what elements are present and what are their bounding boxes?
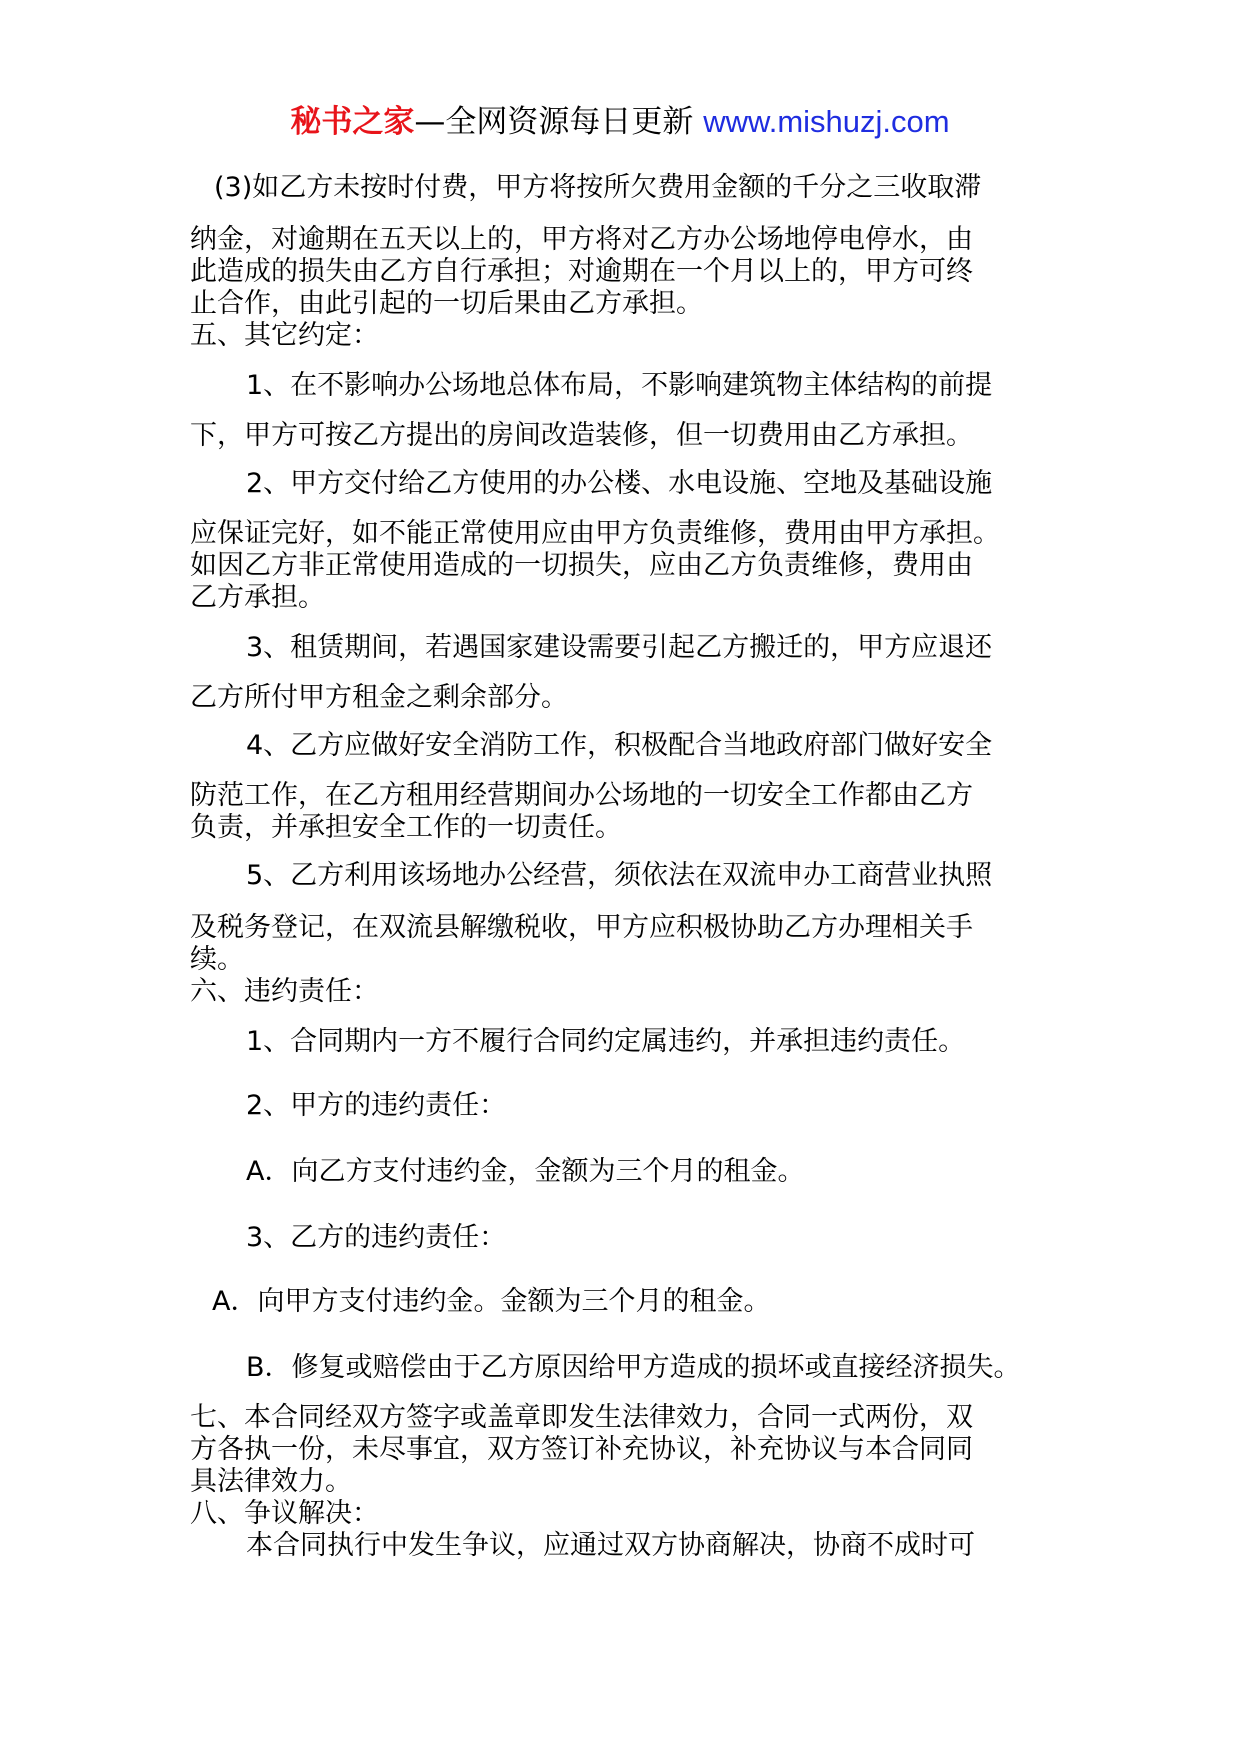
body-line: 乙方所付甲方租金之剩余部分。 <box>190 682 568 713</box>
body-line: 止合作，由此引起的一切后果由乙方承担。 <box>190 288 703 319</box>
body-line: 1、合同期内一方不履行合同约定属违约，并承担违约责任。 <box>246 1026 966 1057</box>
body-line: 此造成的损失由乙方自行承担；对逾期在一个月以上的，甲方可终 <box>190 256 973 287</box>
body-line: 具法律效力。 <box>190 1466 352 1497</box>
body-line: 方各执一份，未尽事宜，双方签订补充协议，补充协议与本合同同 <box>190 1434 973 1465</box>
body-line: B．修复或赔偿由于乙方原因给甲方造成的损坏或直接经济损失。 <box>246 1352 1021 1383</box>
body-line: 1、在不影响办公场地总体布局，不影响建筑物主体结构的前提 <box>246 370 993 401</box>
body-line: 4、乙方应做好安全消防工作，积极配合当地政府部门做好安全 <box>246 730 993 761</box>
body-line: 2、甲方交付给乙方使用的办公楼、水电设施、空地及基础设施 <box>246 468 993 499</box>
body-line: 七、本合同经双方签字或盖章即发生法律效力，合同一式两份，双 <box>190 1402 973 1433</box>
body-line: 5、乙方利用该场地办公经营，须依法在双流申办工商营业执照 <box>246 860 993 891</box>
body-line: 纳金，对逾期在五天以上的，甲方将对乙方办公场地停电停水，由 <box>190 224 973 255</box>
body-line: 如因乙方非正常使用造成的一切损失，应由乙方负责维修，费用由 <box>190 550 973 581</box>
site-slogan: —全网资源每日更新 <box>414 104 694 140</box>
body-line: 下，甲方可按乙方提出的房间改造装修，但一切费用由乙方承担。 <box>190 420 973 451</box>
body-line: 负责，并承担安全工作的一切责任。 <box>190 812 622 843</box>
section-heading: 五、其它约定： <box>190 320 379 351</box>
body-line: A．向甲方支付违约金。金额为三个月的租金。 <box>212 1286 771 1317</box>
body-line: A．向乙方支付违约金，金额为三个月的租金。 <box>246 1156 805 1187</box>
site-url[interactable]: www.mishuzj.com <box>703 104 950 139</box>
body-line: (3)如乙方未按时付费，甲方将按所欠费用金额的千分之三收取滞 <box>214 172 982 203</box>
body-line: 3、乙方的违约责任： <box>246 1222 507 1253</box>
body-line: 应保证完好，如不能正常使用应由甲方负责维修，费用由甲方承担。 <box>190 518 1000 549</box>
body-line: 续。 <box>190 944 244 975</box>
body-line: 防范工作，在乙方租用经营期间办公场地的一切安全工作都由乙方 <box>190 780 973 811</box>
section-heading: 八、争议解决： <box>190 1498 379 1529</box>
body-line: 及税务登记，在双流县解缴税收，甲方应积极协助乙方办理相关手 <box>190 912 973 943</box>
body-line: 本合同执行中发生争议，应通过双方协商解决，协商不成时可 <box>246 1530 975 1561</box>
site-name: 秘书之家 <box>290 104 415 140</box>
section-heading: 六、违约责任： <box>190 976 379 1007</box>
body-line: 2、甲方的违约责任： <box>246 1090 507 1121</box>
body-line: 乙方承担。 <box>190 582 325 613</box>
site-header <box>0 100 1240 144</box>
body-line: 3、租赁期间，若遇国家建设需要引起乙方搬迁的，甲方应退还 <box>246 632 993 663</box>
